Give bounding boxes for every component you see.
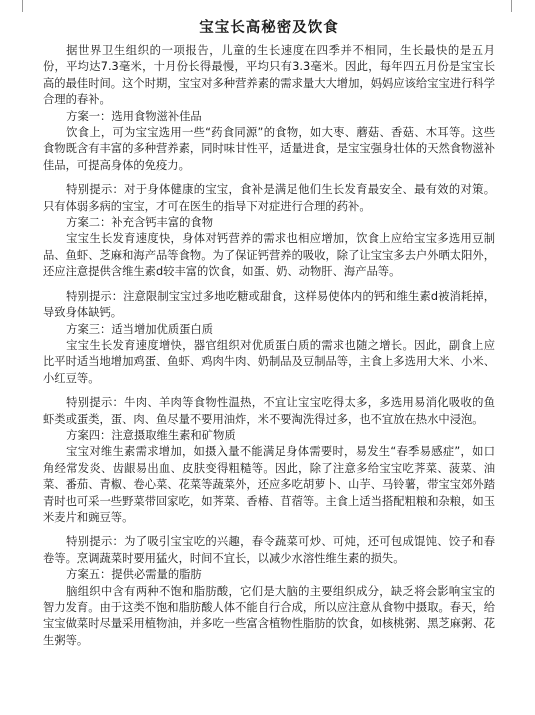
page-title: 宝宝长高秘密及饮食 bbox=[199, 20, 339, 36]
section-heading-5: 方案五：提供必需量的脂肪 bbox=[66, 568, 202, 582]
corner-crop-mark-right bbox=[511, 0, 512, 12]
section-body-4: 宝宝对维生素需求增加，如摄入量不能满足身体需要时，易发生“春季易感症”，如口角经常发炎、齿龈易出血、皮肤变得粗糙等。因此，除了注意多给宝宝吃荠菜、菠菜、油菜、番茄、青椒、卷心菜、花菜等蔬菜外，还应多吃胡萝卜、山芋、马铃薯，带宝宝郊外踏青时也可采一些野菜带回家吃，如荠菜、香椿、苜蓿等。主食上适当搭配粗粮和杂粮，如玉米麦片和豌豆等。 bbox=[43, 445, 495, 524]
section-tip-2: 特别提示：注意限制宝宝过多地吃糖或甜食，这样易使体内的钙和维生素d被消耗掉，导致身体缺钙。 bbox=[43, 289, 495, 320]
section-body-3: 宝宝生长发育速度增快，器官组织对优质蛋白质的需求也随之增长。因此，副食上应比平时适当地增加鸡蛋、鱼虾、鸡肉牛肉、奶制品及豆制品等，主食上多选用大米、小米、小红豆等。 bbox=[43, 338, 495, 385]
corner-crop-mark-left bbox=[22, 0, 23, 12]
section-body-1: 饮食上，可为宝宝选用一些“药食同源”的食物，如大枣、蘑菇、香菇、木耳等。这些食物既含有丰富的多种营养素，同时味甘性平，适量进食，是宝宝强身壮体的天然食物滋补佳品，可提高身体的免疫力。 bbox=[43, 126, 495, 172]
section-body-2: 宝宝生长发育速度快，身体对钙营养的需求也相应增加，饮食上应给宝宝多选用豆制品、鱼虾、芝麻和海产品等食物。为了保证钙营养的吸收，除了让宝宝多去户外晒太阳外，还应注意提供含维生素d较丰富的饮食，如蛋、奶、动物肝、海产品等。 bbox=[43, 232, 495, 279]
section-heading-4: 方案四：注意摄取维生素和矿物质 bbox=[66, 428, 236, 442]
section-tip-1: 特别提示：对于身体健康的宝宝，食补是满足他们生长发育最安全、最有效的对策。只有体弱多病的宝宝，才可在医生的指导下对症进行合理的药补。 bbox=[43, 183, 495, 213]
section-heading-3: 方案三：适当增加优质蛋白质 bbox=[66, 322, 214, 336]
section-heading-1: 方案一：选用食物滋补佳品 bbox=[66, 109, 202, 123]
document-page bbox=[43, 18, 495, 649]
section-tip-3: 特别提示：牛肉、羊肉等食物性温热，不宜让宝宝吃得太多，多选用易消化吸收的鱼虾类或蛋类，蛋、肉、鱼尽量不要用油炸，米不要淘洗得过多，也不宜放在热水中浸泡。 bbox=[43, 396, 495, 426]
section-tip-4: 特别提示：为了吸引宝宝吃的兴趣，春令蔬菜可炒、可炖，还可包成馄饨、饺子和春卷等。烹调蔬菜时要用猛火，时间不宜长，以减少水溶性维生素的损失。 bbox=[43, 535, 495, 565]
intro-paragraph: 据世界卫生组织的一项报告，儿童的生长速度在四季并不相同，生长最快的是五月份，平均达7.3毫米，十月份长得最慢，平均只有3.3毫米。因此，每年四五月份是宝宝长高的最佳时间。这个时期，宝宝对多种营养素的需求量大大增加，妈妈应该给宝宝进行科学合理的春补。 bbox=[43, 44, 495, 107]
section-body-5: 脑组织中含有两种不饱和脂肪酸，它们是大脑的主要组织成分，缺乏将会影响宝宝的智力发育。由于这类不饱和脂肪酸人体不能自行合成，所以应注意从食物中摄取。春天，给宝宝做菜时尽量采用植物油，并多吃一些富含植物性脂肪的饮食，如核桃粥、黑芝麻粥、花生粥等。 bbox=[43, 584, 495, 647]
section-heading-2: 方案二：补充含钙丰富的食物 bbox=[66, 216, 214, 230]
